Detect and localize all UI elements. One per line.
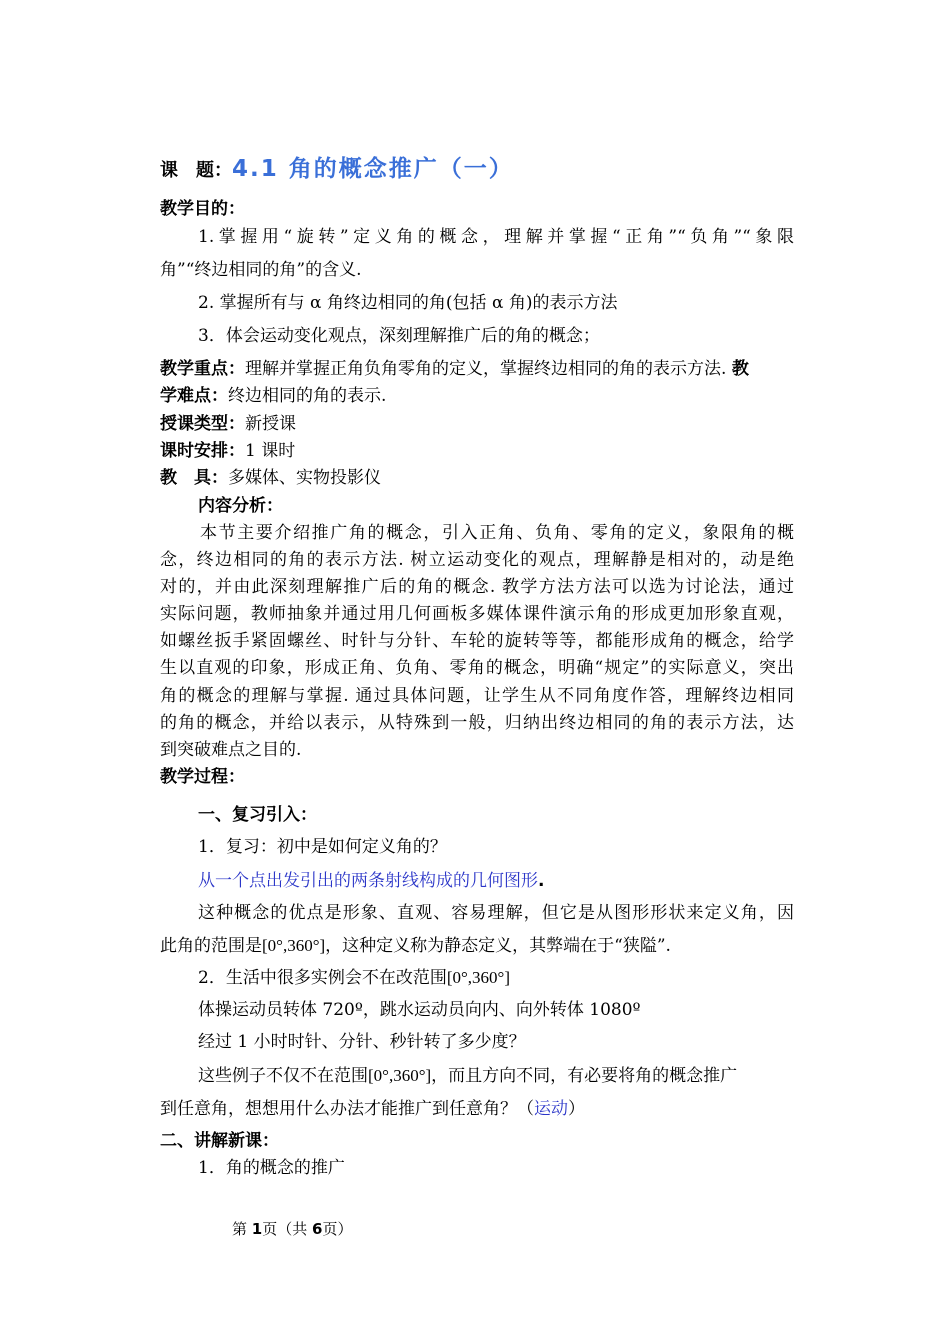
range-interval-2: [0°,360°] bbox=[446, 968, 510, 987]
footer-suffix: 页） bbox=[322, 1220, 353, 1238]
objective-3: 3．体会运动变化观点，深刻理解推广后的角的概念； bbox=[198, 326, 600, 346]
paragraph-1-line-2-end: ，这种定义称为静态定义，其弊端在于“狭隘”. bbox=[325, 936, 671, 956]
schedule-value: 1 课时 bbox=[245, 441, 296, 461]
example-2: 经过 1 小时时针、分针、秒针转了多少度？ bbox=[198, 1032, 526, 1052]
footer-middle: 页（共 bbox=[262, 1220, 312, 1238]
analysis-line-3: 对的，并由此深刻理解推广后的角的概念. 教学方法方法可以选为讨论法，通过 bbox=[160, 577, 794, 597]
lesson-type-label: 授课类型： bbox=[160, 414, 245, 434]
schedule-label: 课时安排： bbox=[160, 441, 245, 461]
tools-value: 多媒体、实物投影仪 bbox=[228, 468, 381, 488]
objective-2: 2. 掌握所有与 α 角终边相同的角(包括 α 角)的表示方法 bbox=[198, 293, 618, 313]
range-interval-3: [0°,360°] bbox=[368, 1066, 432, 1085]
review-answer: 从一个点出发引出的两条射线构成的几何图形 bbox=[198, 871, 538, 891]
key-points-line bbox=[160, 356, 794, 382]
analysis-line-5: 如螺丝扳手紧固螺丝、时针与分针、车轮的旋转等等，都能形成角的概念，给学 bbox=[160, 631, 794, 651]
analysis-line-2: 念，终边相同的角的表示方法. 树立运动变化的观点，理解静是相对的，动是绝 bbox=[160, 550, 794, 570]
review-answer-end: . bbox=[538, 871, 545, 891]
paragraph-2-line-2 bbox=[160, 1096, 794, 1122]
page-footer bbox=[232, 1218, 352, 1239]
objective-1-line-1: 1.掌握用“旋转”定义角的概念，理解并掌握“正角”“负角”“象限 bbox=[198, 227, 794, 247]
review-answer-line bbox=[198, 868, 794, 894]
difficulty-text: 终边相同的角的表示. bbox=[228, 386, 387, 406]
difficulty-line bbox=[160, 383, 794, 409]
lesson-type-value: 新授课 bbox=[245, 414, 296, 434]
paragraph-2-line-1-start: 这些例子不仅不在范围 bbox=[198, 1066, 368, 1086]
paragraph-1-line-2-start: 此角的范围是 bbox=[160, 936, 262, 956]
motion-answer: 运动 bbox=[534, 1099, 568, 1119]
new-lesson-item-1: 1．角的概念的推广 bbox=[198, 1158, 345, 1178]
analysis-line-8: 的角的概念，并给以表示，从特殊到一般，归纳出终边相同的角的表示方法，达 bbox=[160, 713, 794, 733]
section-1-heading: 一、复习引入： bbox=[198, 805, 317, 825]
review-question: 1．复习：初中是如何定义角的？ bbox=[198, 837, 447, 857]
title-line bbox=[160, 156, 794, 184]
process-heading: 教学过程： bbox=[160, 767, 245, 787]
question-2: 2．生活中很多实例会不在改范围 bbox=[198, 968, 447, 988]
tools-line bbox=[160, 465, 794, 491]
difficulty-heading-part-a: 教 bbox=[731, 359, 749, 379]
objective-1-line-2: 角”“终边相同的角”的含义. bbox=[160, 260, 362, 280]
schedule-line bbox=[160, 438, 794, 464]
key-points-heading: 教学重点： bbox=[160, 359, 245, 379]
lesson-type-line bbox=[160, 411, 794, 437]
paragraph-1-line-2 bbox=[160, 933, 794, 959]
footer-total-pages: 6 bbox=[312, 1220, 323, 1238]
analysis-heading: 内容分析： bbox=[198, 496, 283, 516]
analysis-line-1: 本节主要介绍推广角的概念，引入正角、负角、零角的定义，象限角的概 bbox=[200, 523, 794, 543]
paragraph-2-line-1-end: ，而且方向不同，有必要将角的概念推广 bbox=[431, 1066, 738, 1086]
objectives-heading: 教学目的： bbox=[160, 199, 245, 219]
key-points-text: 理解并掌握正角负角零角的定义，掌握终边相同的角的表示方法. bbox=[245, 359, 732, 379]
paragraph-1-line-1: 这种概念的优点是形象、直观、容易理解，但它是从图形形状来定义角，因 bbox=[198, 903, 794, 923]
tools-label: 教 具： bbox=[160, 468, 228, 488]
range-interval-1: [0°,360°] bbox=[262, 936, 326, 955]
section-2-heading: 二、讲解新课： bbox=[160, 1131, 279, 1151]
difficulty-heading-part-b: 学难点： bbox=[160, 386, 228, 406]
analysis-line-9: 到突破难点之目的. bbox=[160, 740, 302, 760]
footer-prefix: 第 bbox=[232, 1220, 252, 1238]
paragraph-2-line-1 bbox=[198, 1063, 794, 1089]
title-label: 课 题： bbox=[160, 160, 232, 181]
analysis-line-4: 实际问题，教师抽象并通过用几何画板多媒体课件演示角的形成更加形象直观， bbox=[160, 604, 794, 624]
example-1: 体操运动员转体 720º，跳水运动员向内、向外转体 1080º bbox=[198, 1000, 641, 1020]
analysis-line-6: 生以直观的印象，形成正角、负角、零角的概念，明确“规定”的实际意义，突出 bbox=[160, 658, 794, 678]
lesson-title: 4.1 角的概念推广（一） bbox=[232, 156, 514, 182]
question-2-line bbox=[198, 965, 794, 991]
footer-page-number: 1 bbox=[251, 1220, 263, 1238]
paragraph-2-line-2-end: ） bbox=[568, 1099, 585, 1119]
paragraph-2-line-2-start: 到任意角，想想用什么办法才能推广到任意角？（ bbox=[160, 1099, 534, 1119]
analysis-line-7: 角的概念的理解与掌握. 通过具体问题，让学生从不同角度作答，理解终边相同 bbox=[160, 686, 794, 706]
